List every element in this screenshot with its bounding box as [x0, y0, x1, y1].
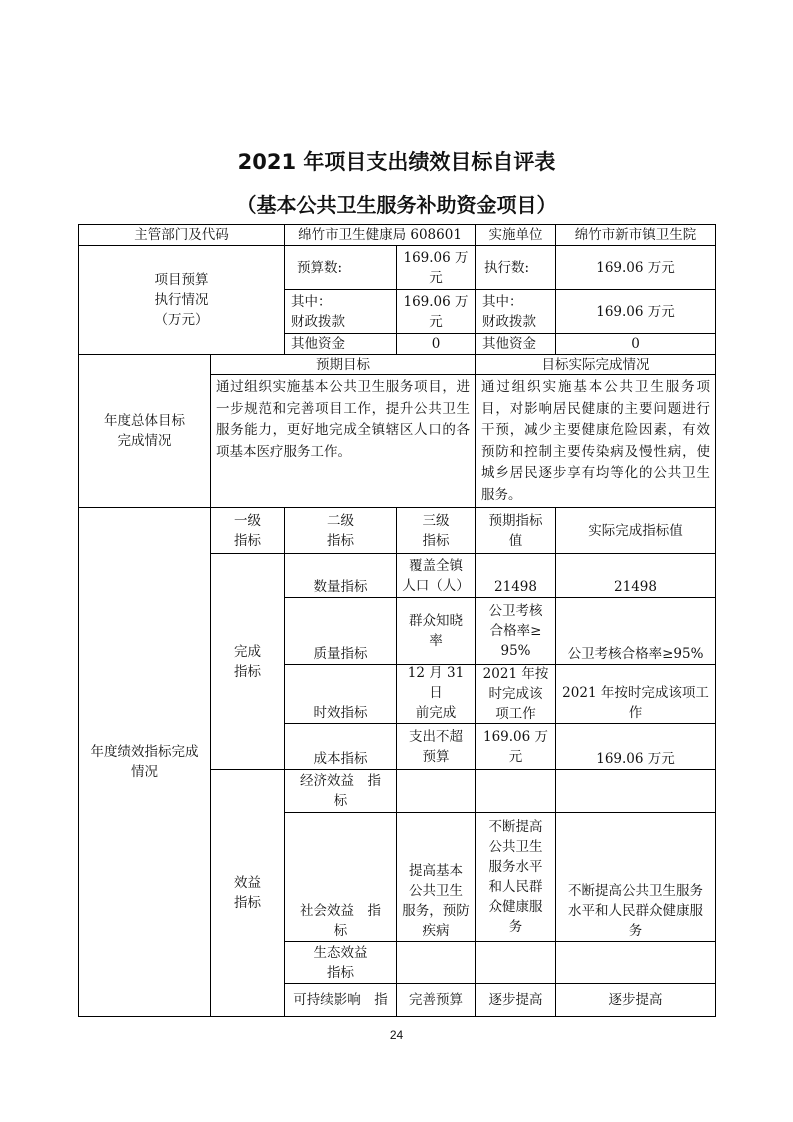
table-row-actual	[556, 770, 715, 812]
page-title: 2021 年项目支出绩效目标自评表	[237, 150, 556, 174]
unit-label: 实施单位	[488, 227, 543, 243]
budget-label: 预算数:	[297, 259, 343, 276]
unit-value: 绵竹市新市镇卫生院	[574, 227, 697, 243]
table-row-l2: 时效指标	[313, 705, 368, 721]
header-actual: 实际完成指标值	[588, 522, 683, 539]
header-level1: 一级 指标	[234, 512, 261, 549]
table-row-actual: 逐步提高	[608, 992, 663, 1008]
table-row-actual: 不断提高公共卫生服务 水平和人民群众健康服 务	[568, 883, 703, 939]
header-level2: 二级 指标	[327, 512, 354, 549]
table-row-expected: 不断提高 公共卫生 服务水平 和人民群 众健康服 务	[488, 819, 543, 935]
budget-value: 169.06 万 元	[403, 249, 469, 286]
table-row-l2: 可持续影响 指	[293, 992, 388, 1008]
table-row-expected	[476, 942, 555, 983]
other-exec: 0	[631, 336, 640, 352]
table-row-l2: 成本指标	[313, 751, 368, 767]
expected-goal-header: 预期目标	[316, 356, 370, 373]
dept-label: 主管部门及代码	[134, 227, 229, 243]
table-row-l3	[397, 770, 475, 812]
exec-value: 169.06 万元	[596, 259, 675, 276]
table-row-l3: 完善预算	[409, 992, 463, 1008]
table-row-l2: 社会效益 指 标	[300, 903, 381, 939]
table-row-expected: 公卫考核 合格率≥ 95%	[488, 603, 543, 659]
exec-label: 执行数:	[484, 259, 530, 276]
table-row-actual: 21498	[614, 579, 657, 595]
table-row-l3: 支出不超 预算	[409, 728, 463, 765]
header-expected: 预期指标 值	[488, 512, 543, 549]
table-row-expected: 2021 年按 时完成该 项工作	[482, 666, 549, 722]
table-row-l2: 经济效益 指 标	[300, 773, 381, 809]
goals-label: 年度总体目标 完成情况	[104, 413, 185, 449]
fiscal-label: 其中： 财政拨款	[291, 293, 345, 330]
fiscal-exec: 169.06 万元	[596, 303, 675, 320]
completion-label: 完成 指标	[234, 643, 261, 680]
table-row-l3: 12 月 31 日 前完成	[407, 665, 465, 721]
table-row-actual: 2021 年按时完成该项工 作	[562, 685, 709, 721]
table-row-actual	[556, 942, 715, 983]
page-number: 24	[389, 1028, 404, 1042]
other-budget: 0	[431, 336, 441, 352]
table-row-expected: 逐步提高	[488, 992, 543, 1008]
budget-section-label: 项目预算 执行情况 （万元）	[154, 272, 209, 328]
table-row-l2: 数量指标	[313, 579, 368, 595]
other-label: 其他资金	[291, 336, 345, 352]
header-level3: 三级 指标	[422, 512, 450, 549]
table-row-l2: 质量指标	[313, 646, 368, 662]
table-row-l3	[397, 942, 475, 983]
fiscal-budget: 169.06 万 元	[403, 293, 469, 330]
indicators-label: 年度绩效指标完成 情况	[90, 744, 199, 780]
page-subtitle: （基本公共卫生服务补助资金项目）	[236, 193, 557, 217]
table-row-actual: 公卫考核合格率≥95%	[567, 646, 704, 662]
table-row-actual: 169.06 万元	[596, 751, 675, 767]
table-row-expected	[476, 770, 555, 812]
actual-goal-header: 目标实际完成情况	[541, 356, 650, 373]
benefit-label: 效益 指标	[234, 875, 261, 911]
actual-goal-text: 通过组织实施基本公共卫生服务项目，对影响居民健康的主要问题进行干预，减少主要健康危险因素，有效预防和控制主要传染病及慢性病，使城乡居民逐步享有均等化的公共卫生服务。	[481, 379, 710, 503]
table-row-l3: 提高基本 公共卫生 服务，预防 疾病	[402, 863, 470, 939]
other-exec-label: 其他资金	[482, 336, 536, 352]
fiscal-exec-label: 其中： 财政拨款	[482, 293, 536, 330]
expected-goal-text: 通过组织实施基本公共卫生服务项目，进一步规范和完善项目工作，提升公共卫生服务能力，更好地完成全镇辖区人口的各项基本医疗服务工作。	[216, 379, 470, 460]
table-row-l3: 群众知晓 率	[409, 613, 463, 649]
dept-value: 绵竹市卫生健康局 608601	[298, 227, 462, 243]
table-row-l3: 覆盖全镇 人口（人）	[402, 557, 470, 594]
table-row-l2: 生态效益 指标	[313, 944, 368, 981]
table-row-expected: 169.06 万 元	[482, 728, 549, 765]
table-row-expected: 21498	[494, 579, 537, 595]
